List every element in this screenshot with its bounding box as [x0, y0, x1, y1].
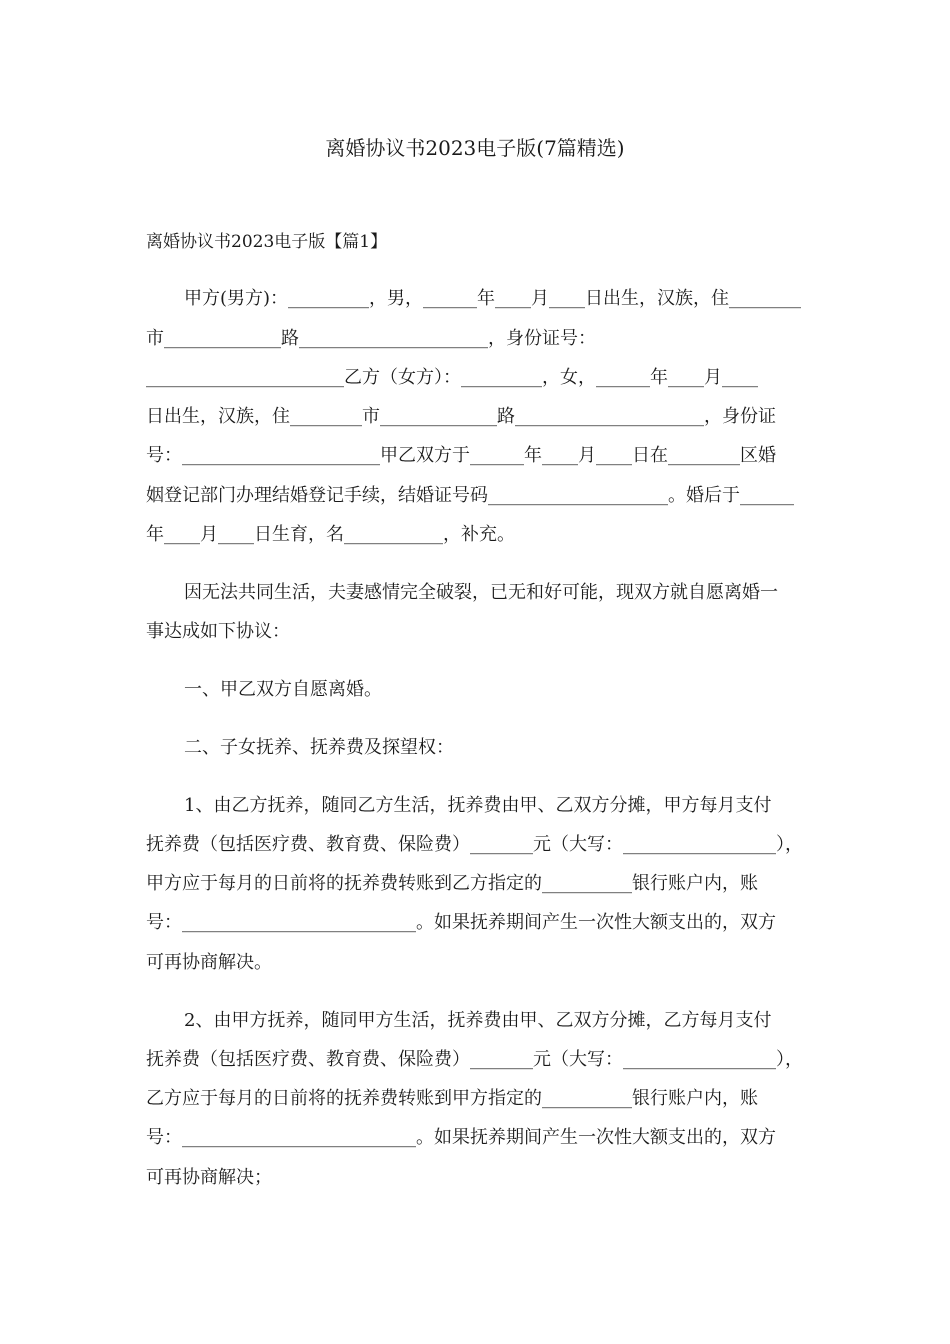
paragraph-line: 乙方应于每月的日前将的抚养费转账到甲方指定的__________银行账户内，账 [146, 1088, 758, 1109]
section-heading: 离婚协议书2023电子版【篇1】 [146, 232, 388, 252]
paragraph-line: 市_____________路_____________________，身份证号： [146, 328, 596, 349]
paragraph-line: 甲方应于每月的日前将的抚养费转账到乙方指定的__________银行账户内，账 [146, 873, 758, 894]
paragraph-line: 可再协商解决。 [146, 952, 272, 973]
paragraph-line: 号：______________________甲乙双方于______年____月____日在________区婚 [146, 445, 776, 466]
paragraph-line: 年____月____日生育，名___________，补充。 [146, 524, 515, 545]
paragraph-line: ______________________乙方（女方）：_________，女，______年____月____ [146, 367, 758, 388]
paragraph-line: 事达成如下协议： [146, 621, 290, 642]
document-title: 离婚协议书2023电子版(7篇精选) [325, 136, 625, 160]
paragraph-line: 号：__________________________。如果抚养期间产生一次性大额支出的，双方 [146, 1127, 776, 1148]
paragraph-line: 因无法共同生活，夫妻感情完全破裂，已无和好可能，现双方就自愿离婚一 [184, 582, 778, 603]
paragraph-line: 2、由甲方抚养，随同甲方生活，抚养费由甲、乙双方分摊，乙方每月支付 [184, 1010, 772, 1031]
paragraph-line: 甲方(男方)：_________，男，______年____月____日出生，汉族，住________ [184, 288, 802, 309]
paragraph-line: 抚养费（包括医疗费、教育费、保险费）_______元（大写：_________________）， [146, 834, 803, 855]
paragraph-line: 日出生，汉族，住________市_____________路_____________________，身份证 [146, 406, 776, 427]
paragraph-line: 可再协商解决； [146, 1167, 272, 1188]
paragraph-line: 号：__________________________。如果抚养期间产生一次性大额支出的，双方 [146, 912, 776, 933]
paragraph-line: 姻登记部门办理结婚登记手续，结婚证号码____________________。婚后于______ [146, 485, 794, 506]
paragraph-line: 1、由乙方抚养，随同乙方生活，抚养费由甲、乙双方分摊，甲方每月支付 [184, 795, 772, 816]
paragraph-line: 抚养费（包括医疗费、教育费、保险费）_______元（大写：_________________）， [146, 1049, 803, 1070]
paragraph-line: 一、甲乙双方自愿离婚。 [184, 679, 382, 700]
paragraph-line: 二、子女抚养、抚养费及探望权： [184, 737, 454, 758]
